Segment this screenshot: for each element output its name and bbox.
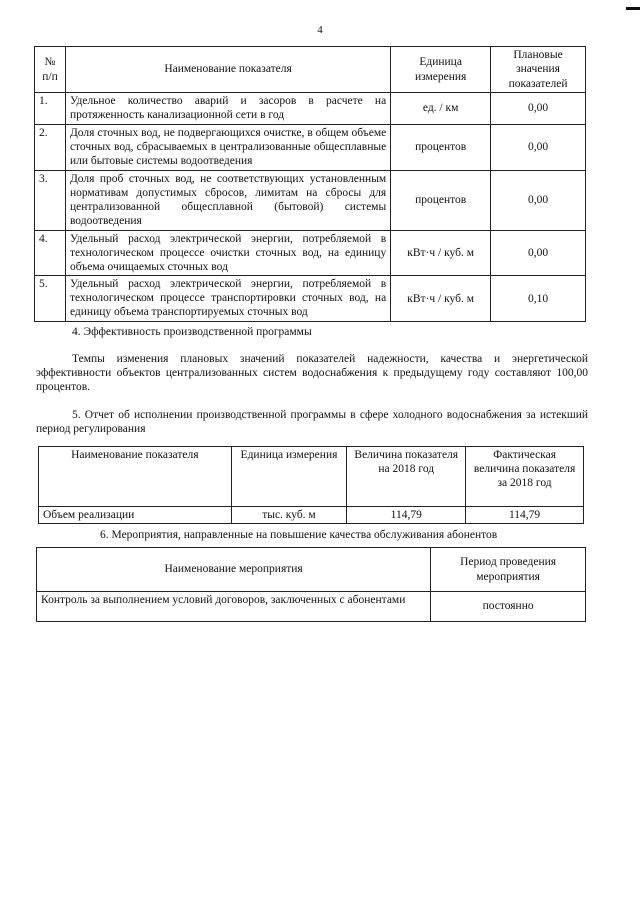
table-row: [35, 171, 586, 231]
measures-row-name: Контроль за выполнением условий договоров, заключенных с абонентами: [37, 592, 431, 622]
table-row: [35, 125, 586, 171]
row-name: Доля проб сточных вод, не соответствующих установленным нормативам допустимых сбросов, лимитам на сбросы для централизованной общесплавной (бытовой) системы водоотведения: [65, 171, 390, 231]
section-4-title: 4. Эффективность производственной программы: [72, 326, 312, 338]
row-value: 0,00: [491, 171, 586, 231]
section-6: [36, 528, 588, 542]
report-row-unit: тыс. куб. м: [231, 507, 347, 524]
table-row: [37, 592, 586, 622]
report-header-actual: Фактическая величина показателя за 2018 год: [466, 447, 584, 507]
row-unit: ед. / км: [391, 93, 491, 125]
row-num: 5.: [35, 276, 66, 322]
measures-row-period: постоянно: [431, 592, 586, 622]
measures-table: [36, 547, 586, 622]
table-row: [35, 93, 586, 125]
indicators-header-row: [35, 47, 586, 93]
report-header-planned: Величина показателя на 2018 год: [347, 447, 466, 507]
section-5-title: 5. Отчет об исполнении производственной программы в сфере холодного водоснабжения за истекший период регулирования: [36, 409, 588, 436]
indicators-table: [34, 46, 586, 322]
table-row: [35, 231, 586, 276]
report-row-name: Объем реализации: [39, 507, 232, 524]
report-row-planned: 114,79: [347, 507, 466, 524]
report-header-row: [39, 447, 584, 507]
row-value: 0,00: [491, 231, 586, 276]
row-unit: процентов: [391, 171, 491, 231]
measures-header-name: Наименование мероприятия: [37, 548, 431, 592]
section-4: [36, 325, 588, 394]
row-name: Удельный расход электрической энергии, потребляемой в технологическом процессе транспортировки сточных вод, на единицу объема транспортируемых сточных вод: [65, 276, 390, 322]
table-row: [35, 276, 586, 322]
row-value: 0,10: [491, 276, 586, 322]
header-unit: Единица измерения: [391, 47, 491, 93]
row-unit: кВт·ч / куб. м: [391, 276, 491, 322]
report-table: [38, 446, 584, 524]
measures-header-period: Период проведения мероприятия: [431, 548, 586, 592]
section-4-text: Темпы изменения плановых значений показателей надежности, качества и энергетической эффективности объектов централизованных систем водоснабжения к предыдущему году составляют 100,00 процентов.: [36, 353, 588, 394]
row-num: 1.: [35, 93, 66, 125]
measures-header-row: [37, 548, 586, 592]
table-row: [39, 507, 584, 524]
section-6-title: 6. Мероприятия, направленные на повышение качества обслуживания абонентов: [100, 529, 498, 541]
report-header-unit: Единица измерения: [231, 447, 347, 507]
row-num: 2.: [35, 125, 66, 171]
row-name: Доля сточных вод, не подвергающихся очистке, в общем объеме сточных вод, сбрасываемых в централизованные общесплавные или бытовые системы водоотведения: [65, 125, 390, 171]
row-name: Удельное количество аварий и засоров в расчете на протяженность канализационной сети в год: [65, 93, 390, 125]
row-num: 4.: [35, 231, 66, 276]
row-value: 0,00: [491, 125, 586, 171]
page-number: 4: [317, 24, 323, 36]
header-num: № п/п: [35, 47, 66, 93]
row-name: Удельный расход электрической энергии, потребляемой в технологическом процессе очистки сточных вод, на единицу объема очищаемых сточных вод: [65, 231, 390, 276]
report-header-name: Наименование показателя: [39, 447, 232, 507]
row-unit: кВт·ч / куб. м: [391, 231, 491, 276]
report-row-actual: 114,79: [466, 507, 584, 524]
row-num: 3.: [35, 171, 66, 231]
header-name: Наименование показателя: [65, 47, 390, 93]
row-value: 0,00: [491, 93, 586, 125]
row-unit: процентов: [391, 125, 491, 171]
header-plan: Плановые значения показателей: [491, 47, 586, 93]
scan-edge-mark: [626, 7, 640, 10]
section-5: [36, 408, 588, 436]
